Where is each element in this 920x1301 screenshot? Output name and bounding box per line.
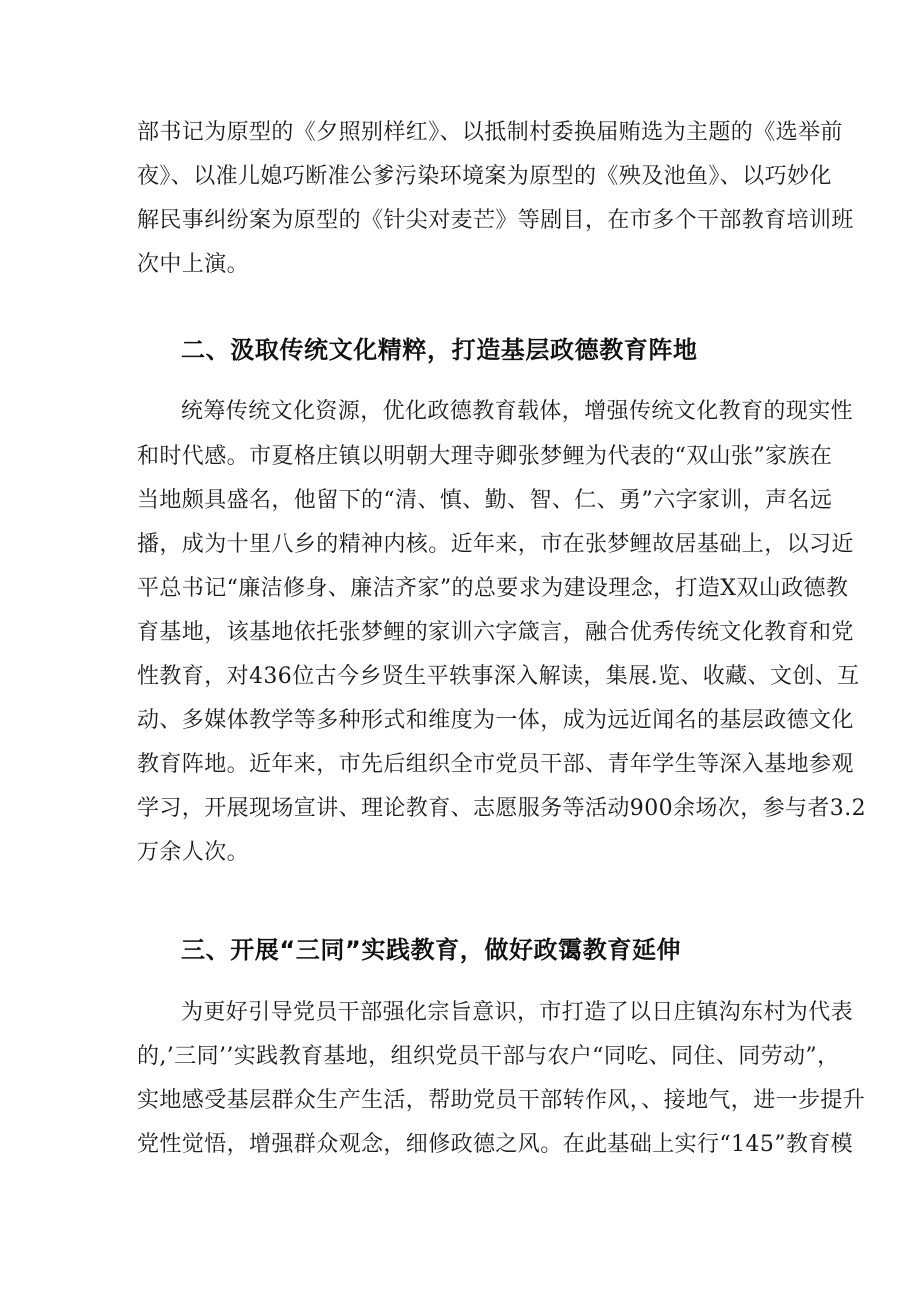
paragraph-line: 为更好引导党员干部强化宗旨意识，市打造了以日庄镇沟东村为代表 [181,1000,854,1025]
section-heading: 二、汲取传统文化精粹，打造基层政德教育阵地 [181,336,698,364]
paragraph-line: 次中上演。 [137,252,250,277]
paragraph-line: 性教育，对436位古今乡贤生平轶事深入解读，集展.览、收藏、文创、互 [137,664,860,689]
section-heading: 三、开展“三同”实践教育，做好政霭教育延伸 [181,936,682,964]
paragraph-line: 部书记为原型的《夕照别样红》、以抵制村委换届贿选为主题的《选举前 [137,120,843,145]
paragraph-line: 育基地，该基地依托张梦鲤的家训六字箴言，融合优秀传统文化教育和党 [137,620,854,645]
paragraph-line: 统筹传统文化资源，优化政德教育载体，增强传统文化教育的现实性 [181,399,854,424]
paragraph-line: 学习，开展现场宣讲、理论教育、志愿服务等活动900余场次，参与者3.2 [137,796,866,821]
paragraph-line: 播，成为十里八乡的精神内核。近年来，市在张梦鲤故居基础上，以习近 [137,532,854,557]
paragraph-line: 平总书记“廉洁修身、廉洁齐家”的总要求为建设理念，打造X双山政德教 [137,576,849,601]
paragraph-line: 教育阵地。近年来，市先后组织全市党员干部、青年学生等深入基地参观 [137,752,854,777]
paragraph-line: 解民事纠纷案为原型的《针尖对麦芒》等剧目，在市多个干部教育培训班 [137,208,854,233]
paragraph-line: 当地颇具盛名，他留下的“清、慎、勤、智、仁、勇”六字家训，声名远 [137,488,833,513]
paragraph-line: 万余人次。 [137,840,250,865]
paragraph-line: 党性觉悟，增强群众观念，细修政德之风。在此基础上实行“145”教育模 [137,1132,854,1157]
paragraph-line: 夜》、以准儿媳巧断准公爹污染环境案为原型的《殃及池鱼》、以巧妙化 [137,164,832,189]
paragraph-line: 的,’三同’’实践教育基地，组织党员干部与农户“同吃、同住、同劳动”， [137,1044,840,1069]
paragraph-line: 和时代感。市夏格庄镇以明朝大理寺卿张梦鲤为代表的“双山张”家族在 [137,444,833,469]
paragraph-line: 实地感受基层群众生产生活，帮助党员干部转作风，、接地气，进一步提升 [137,1088,866,1113]
paragraph-line: 动、多媒体教学等多种形式和维度为一体，成为远近闻名的基层政德文化 [137,708,854,733]
